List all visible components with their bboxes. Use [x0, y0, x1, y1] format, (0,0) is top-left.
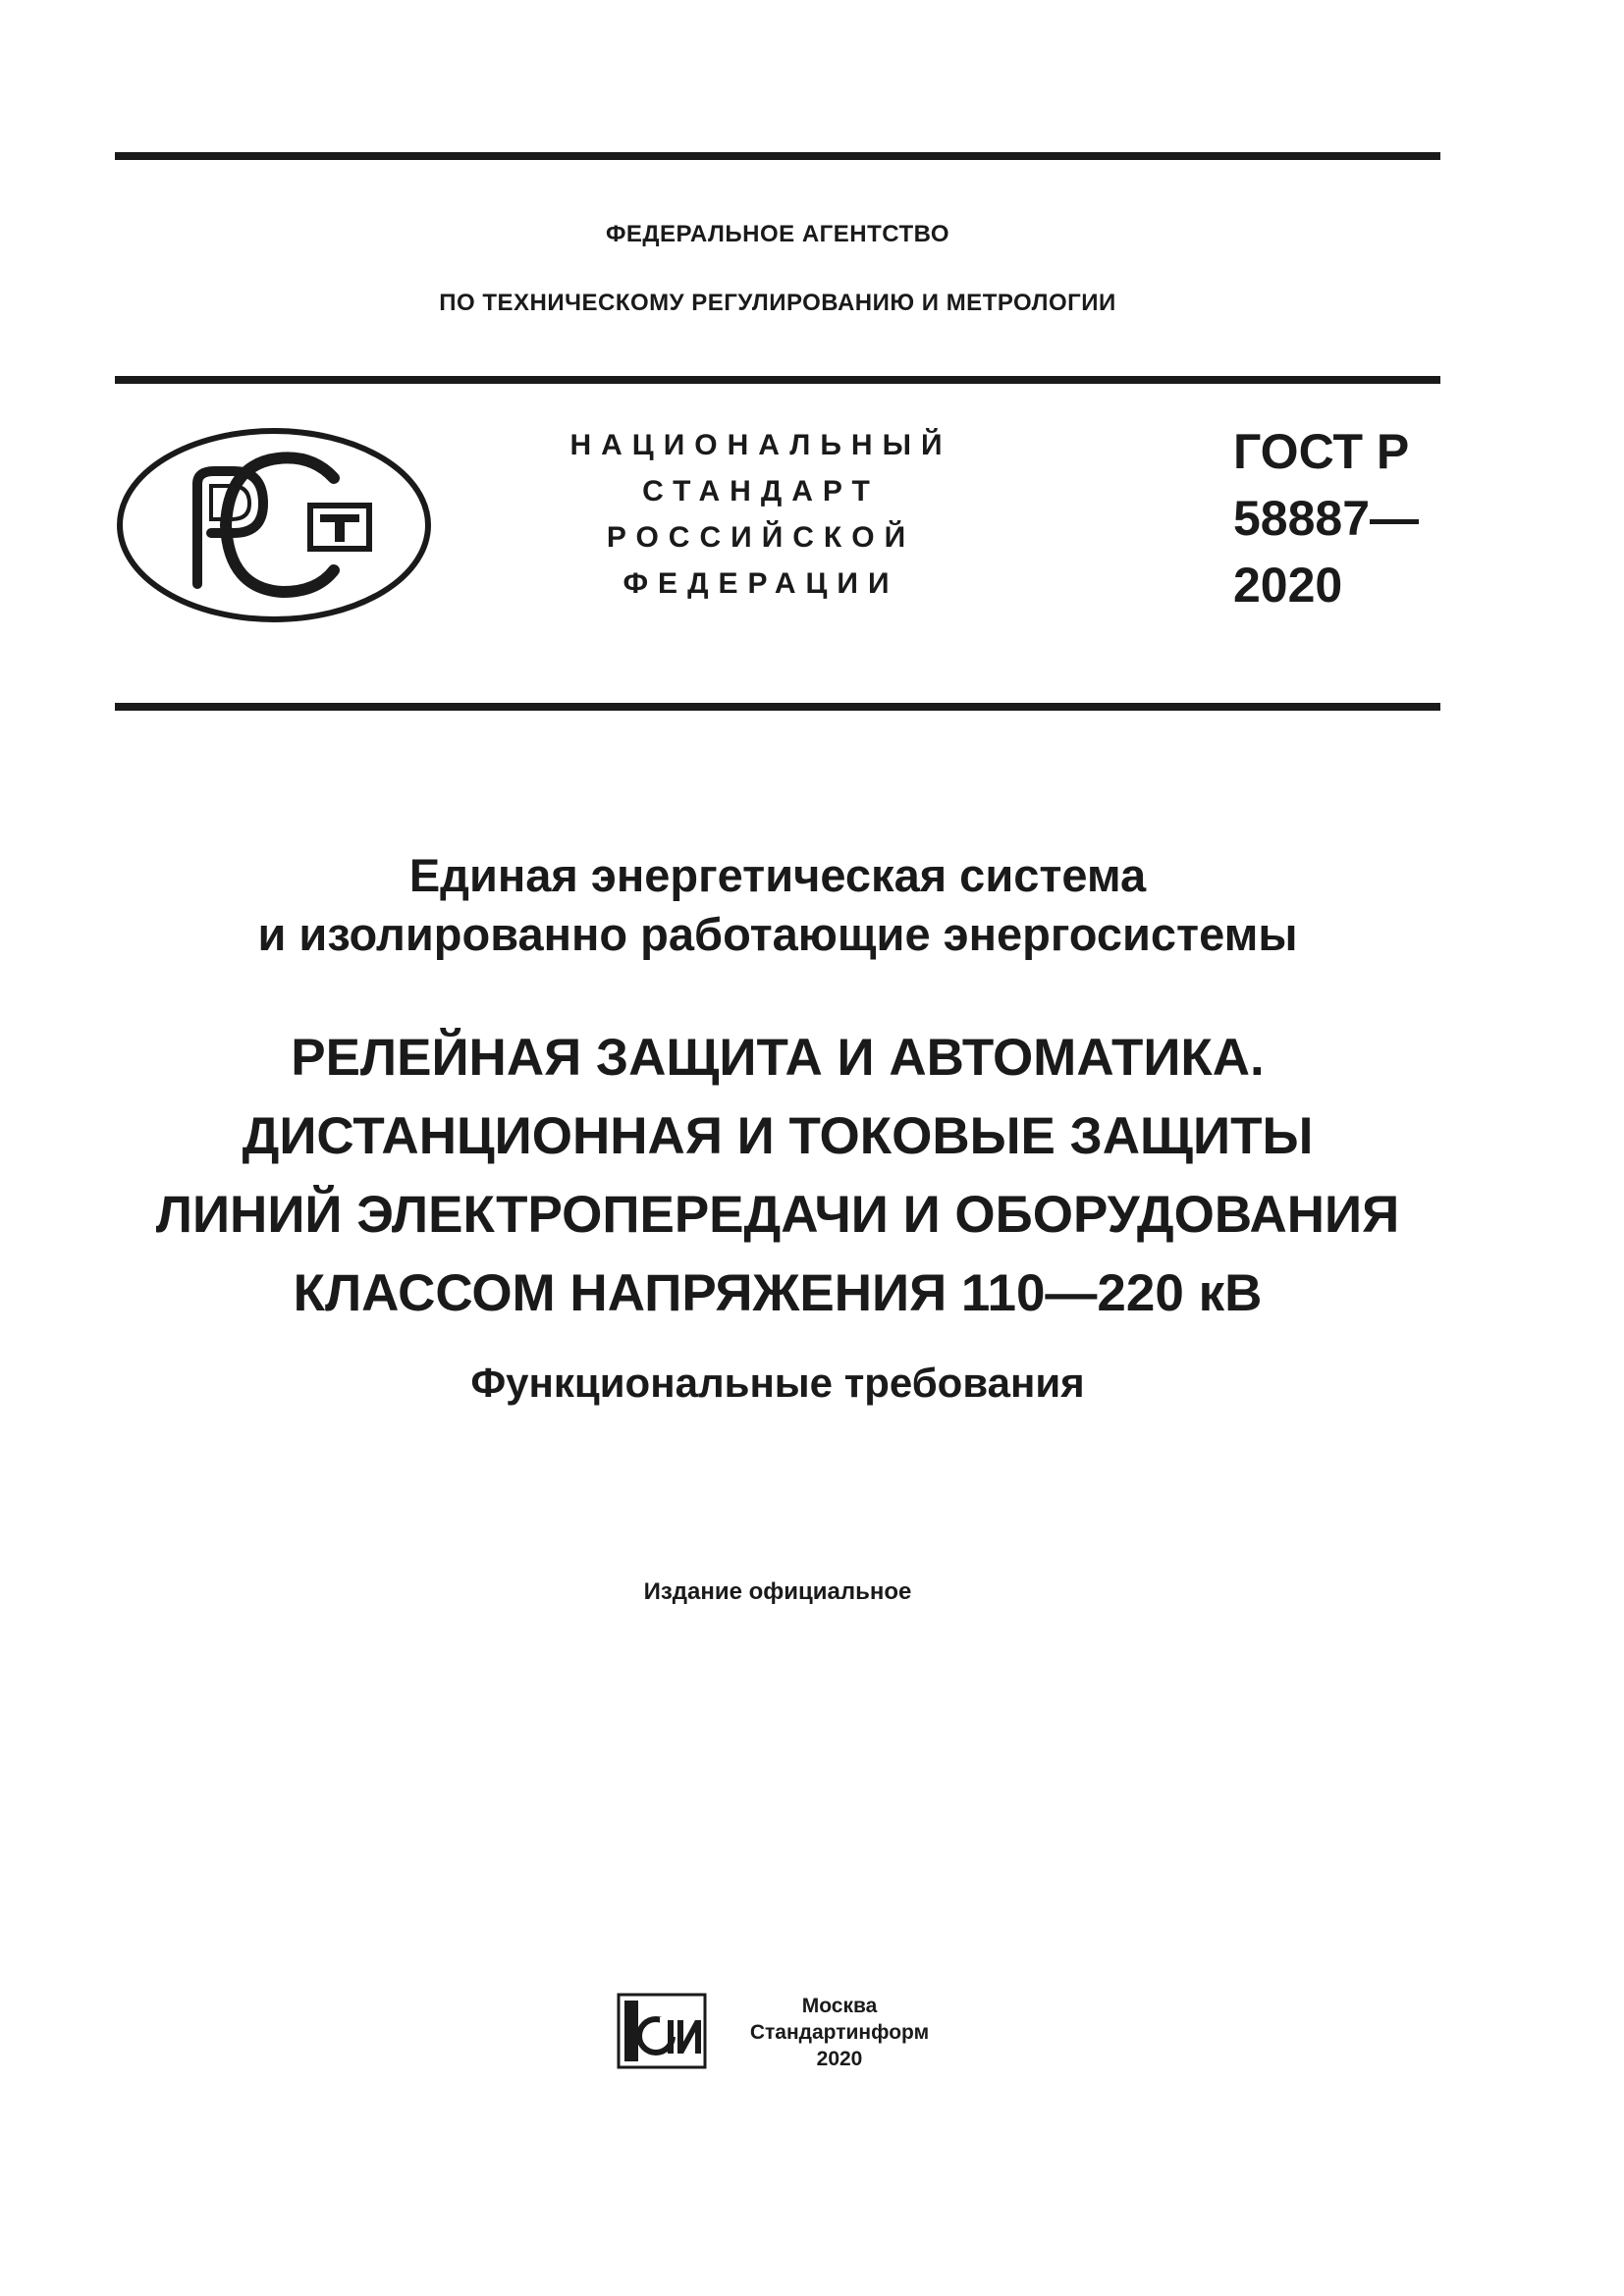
rst-logo-icon: [116, 427, 432, 623]
publisher-block: [736, 1993, 943, 2072]
main-title-line-2: ДИСТАНЦИОННАЯ И ТОКОВЫЕ ЗАЩИТЫ: [242, 1107, 1314, 1165]
nat-line-4: ФЕДЕРАЦИИ: [623, 567, 899, 600]
standard-block-rule: [115, 703, 1440, 711]
publisher-year: 2020: [816, 2048, 863, 2070]
publisher-city: Москва: [801, 1995, 878, 2017]
subtitle: Функциональные требования: [470, 1360, 1085, 1406]
main-title-line-1: РЕЛЕЙНАЯ ЗАЩИТА И АВТОМАТИКА.: [291, 1029, 1265, 1087]
standartinform-logo-icon: [617, 1993, 707, 2069]
gost-line-3: 2020: [1233, 558, 1343, 613]
nat-line-3: РОССИЙСКОЙ: [606, 521, 916, 554]
agency-line-1: ФЕДЕРАЛЬНОЕ АГЕНТСТВО: [605, 221, 950, 247]
gost-line-1: ГОСТ Р: [1233, 424, 1410, 479]
series-title-line-1: Единая энергетическая система: [408, 849, 1147, 901]
nat-line-2: СТАНДАРТ: [642, 475, 880, 507]
publisher-name: Стандартинформ: [749, 2021, 930, 2044]
gost-number: [1233, 418, 1419, 618]
agency-line-2: ПО ТЕХНИЧЕСКОМУ РЕГУЛИРОВАНИЮ И МЕТРОЛОГИИ: [439, 290, 1116, 316]
top-rule: [115, 152, 1440, 160]
national-standard-label: [530, 422, 992, 607]
edition-label: Издание официальное: [643, 1578, 912, 1605]
series-title-line-2: и изолированно работающие энергосистемы: [257, 908, 1298, 960]
main-title-line-3: ЛИНИЙ ЭЛЕКТРОПЕРЕДАЧИ И ОБОРУДОВАНИЯ: [155, 1186, 1400, 1244]
header-rule: [115, 376, 1440, 384]
nat-line-1: НАЦИОНАЛЬНЫЙ: [569, 429, 952, 461]
main-title-line-4: КЛАССОМ НАПРЯЖЕНИЯ 110—220 кВ: [293, 1264, 1263, 1322]
gost-line-2: 58887—: [1233, 491, 1420, 546]
